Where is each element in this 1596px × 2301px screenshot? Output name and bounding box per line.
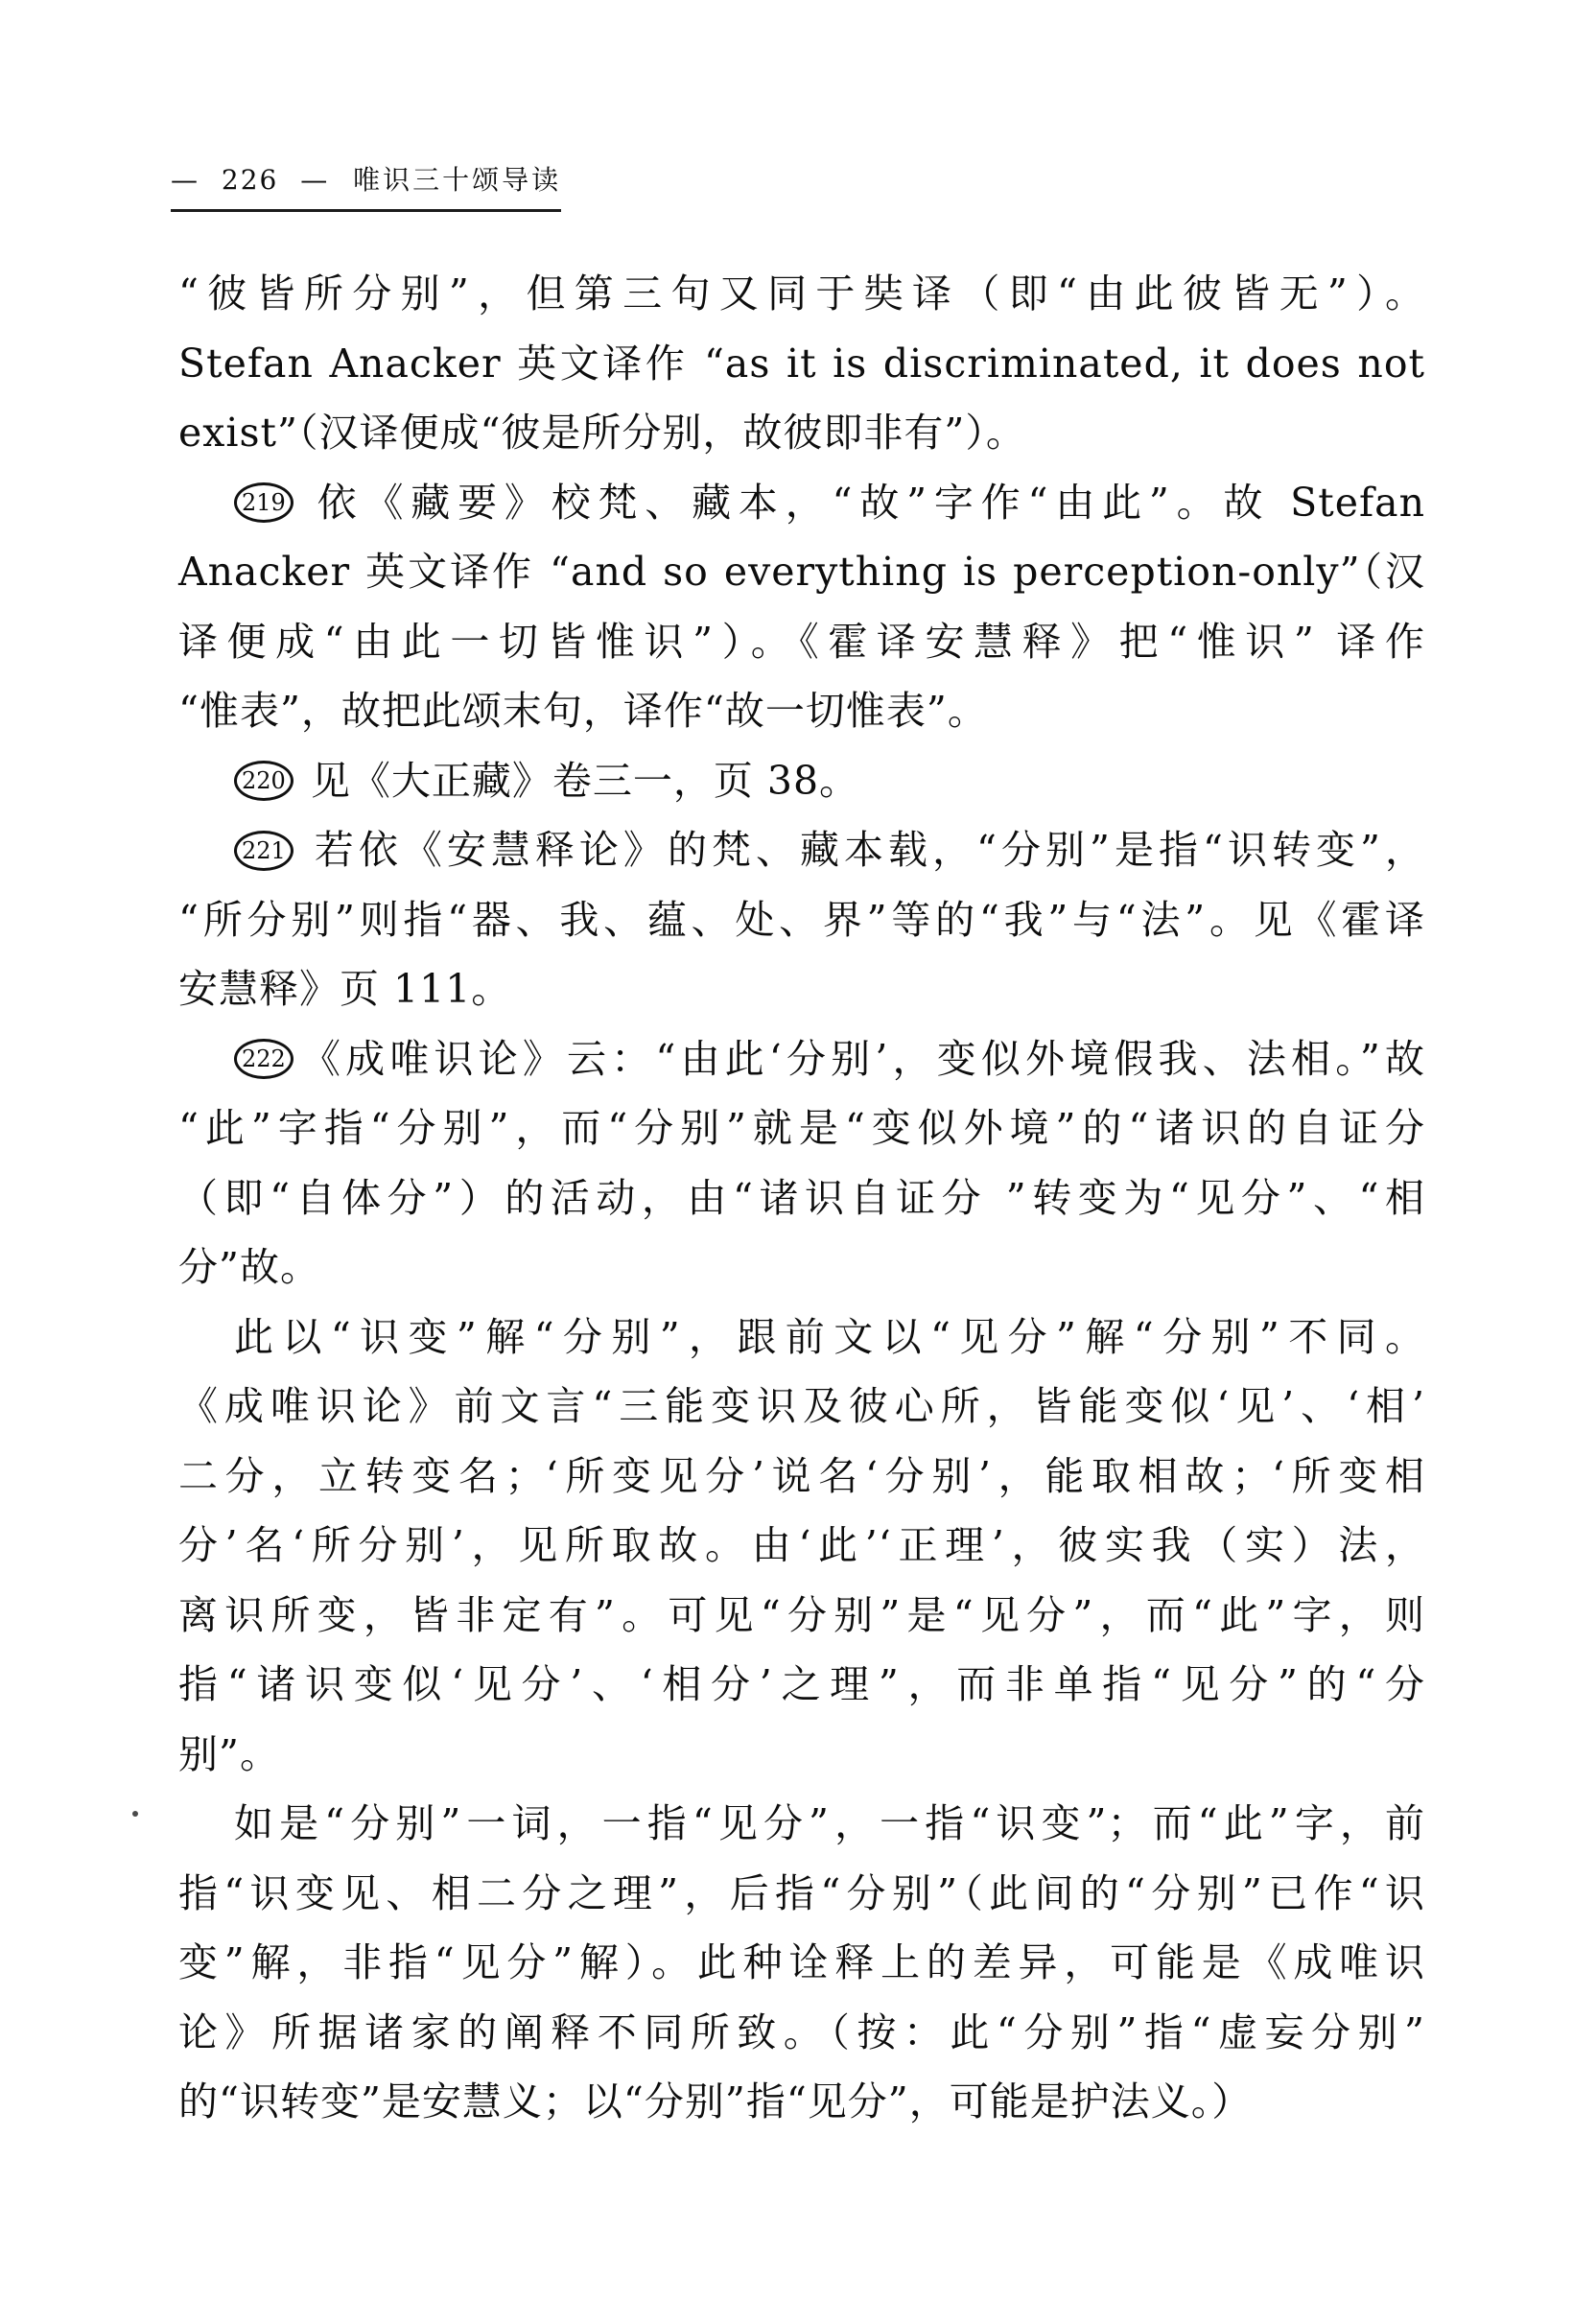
line-text: 若依《安慧释论》的梵、藏本载，“分别”是指“识转变”， (314, 827, 1425, 873)
text-line (178, 1859, 1425, 1929)
line-text: 安慧释》页 111。 (178, 966, 512, 1012)
page-number: 226 (221, 164, 279, 196)
line-text: 分”故。 (178, 1244, 320, 1290)
line-text: 离识所变，皆非定有”。可见“分别”是“见分”，而“此”字，则 (178, 1591, 1425, 1638)
line-text: 译便成“由此一切皆惟识”）。《霍译安慧释》把“惟识” 译作 (178, 618, 1425, 665)
book-title: 唯识三十颂导读 (353, 164, 562, 196)
text-line (178, 537, 1425, 607)
text-line (178, 1998, 1425, 2068)
line-text: 的“识转变”是安慧义；以“分别”指“见分”，可能是护法义。） (178, 2078, 1253, 2125)
line-text: 分’名‘所分别’，见所取故。由‘此’‘正理’，彼实我（实）法， (178, 1522, 1425, 1568)
text-line (178, 1511, 1425, 1581)
line-text: “惟表”，故把此颂末句，译作“故一切惟表”。 (178, 688, 988, 734)
line-text: “彼皆所分别”，但第三句又同于奘译（即“由此彼皆无”）。 (178, 270, 1425, 317)
line-text: Anacker 英文译作 “and so everything is perception-only”（汉 (178, 549, 1425, 595)
endnote-marker: 221 (234, 831, 293, 871)
text-line (178, 607, 1425, 677)
line-text: 别”。 (178, 1730, 280, 1777)
header-dash-right: — (300, 164, 330, 196)
text-line (178, 746, 1425, 816)
text-line (178, 1163, 1425, 1233)
line-text: 《成唯识论》前文言“三能变识及彼心所，皆能变似‘见’、‘相’ (178, 1383, 1425, 1429)
text-line (178, 259, 1425, 329)
text-line (178, 1789, 1425, 1859)
endnote-marker: 220 (234, 761, 293, 801)
text-line (178, 1093, 1425, 1163)
text-line (178, 954, 1425, 1024)
line-text: 此以“识变”解“分别”，跟前文以“见分”解“分别”不同。 (234, 1313, 1425, 1360)
line-text: 指“识变见、相二分之理”，后指“分别”（此间的“分别”已作“识 (178, 1869, 1425, 1916)
text-line (178, 2067, 1425, 2137)
line-text: “此”字指“分别”，而“分别”就是“变似外境”的“诸识的自证分 (178, 1105, 1425, 1151)
text-line (178, 1581, 1425, 1651)
stray-mark (132, 1811, 138, 1817)
line-text: “所分别”则指“器、我、蕴、处、界”等的“我”与“法”。见《霍译 (178, 896, 1425, 943)
page-header (171, 159, 561, 212)
text-block (178, 259, 1425, 2137)
text-line (178, 468, 1425, 538)
text-line (178, 1720, 1425, 1790)
text-line (178, 676, 1425, 746)
text-line (178, 1442, 1425, 1512)
text-line (178, 329, 1425, 399)
line-text: Stefan Anacker 英文译作 “as it is discriminated, it does not (178, 340, 1425, 387)
text-line (178, 815, 1425, 885)
text-line (178, 1024, 1425, 1094)
line-text: （即“自体分”）的活动，由“诸识自证分 ”转变为“见分”、“相 (178, 1174, 1425, 1221)
line-text: exist”（汉译便成“彼是所分别，故彼即非有”）。 (178, 410, 1026, 456)
text-line (178, 1928, 1425, 1998)
line-text: 指“诸识变似‘见分’、‘相分’之理”，而非单指“见分”的“分 (178, 1661, 1425, 1707)
line-text: 依《藏要》校梵、藏本，“故”字作“由此”。故 Stefan (317, 479, 1425, 526)
line-text: 论》所据诸家的阐释不同所致。（按：此“分别”指“虚妄分别” (178, 2008, 1425, 2055)
text-line (178, 1650, 1425, 1720)
text-line (178, 398, 1425, 468)
text-line (178, 1372, 1425, 1442)
text-line (178, 1233, 1425, 1303)
line-text: 变”解，非指“见分”解）。此种诠释上的差异，可能是《成唯识 (178, 1939, 1425, 1985)
text-line (178, 885, 1425, 955)
header-dash-left: — (171, 164, 200, 196)
endnote-marker: 222 (234, 1039, 293, 1079)
line-text: 《成唯识论》云：“由此‘分别’，变似外境假我、法相。”故 (296, 1035, 1425, 1082)
endnote-marker: 219 (234, 482, 293, 523)
line-text: 如是“分别”一词，一指“见分”，一指“识变”；而“此”字，前 (234, 1800, 1425, 1846)
text-line (178, 1303, 1425, 1373)
line-text: 二分，立转变名；‘所变见分’说名‘分别’，能取相故；‘所变相 (178, 1452, 1425, 1499)
line-text: 见《大正藏》卷三一，页 38。 (310, 757, 860, 804)
